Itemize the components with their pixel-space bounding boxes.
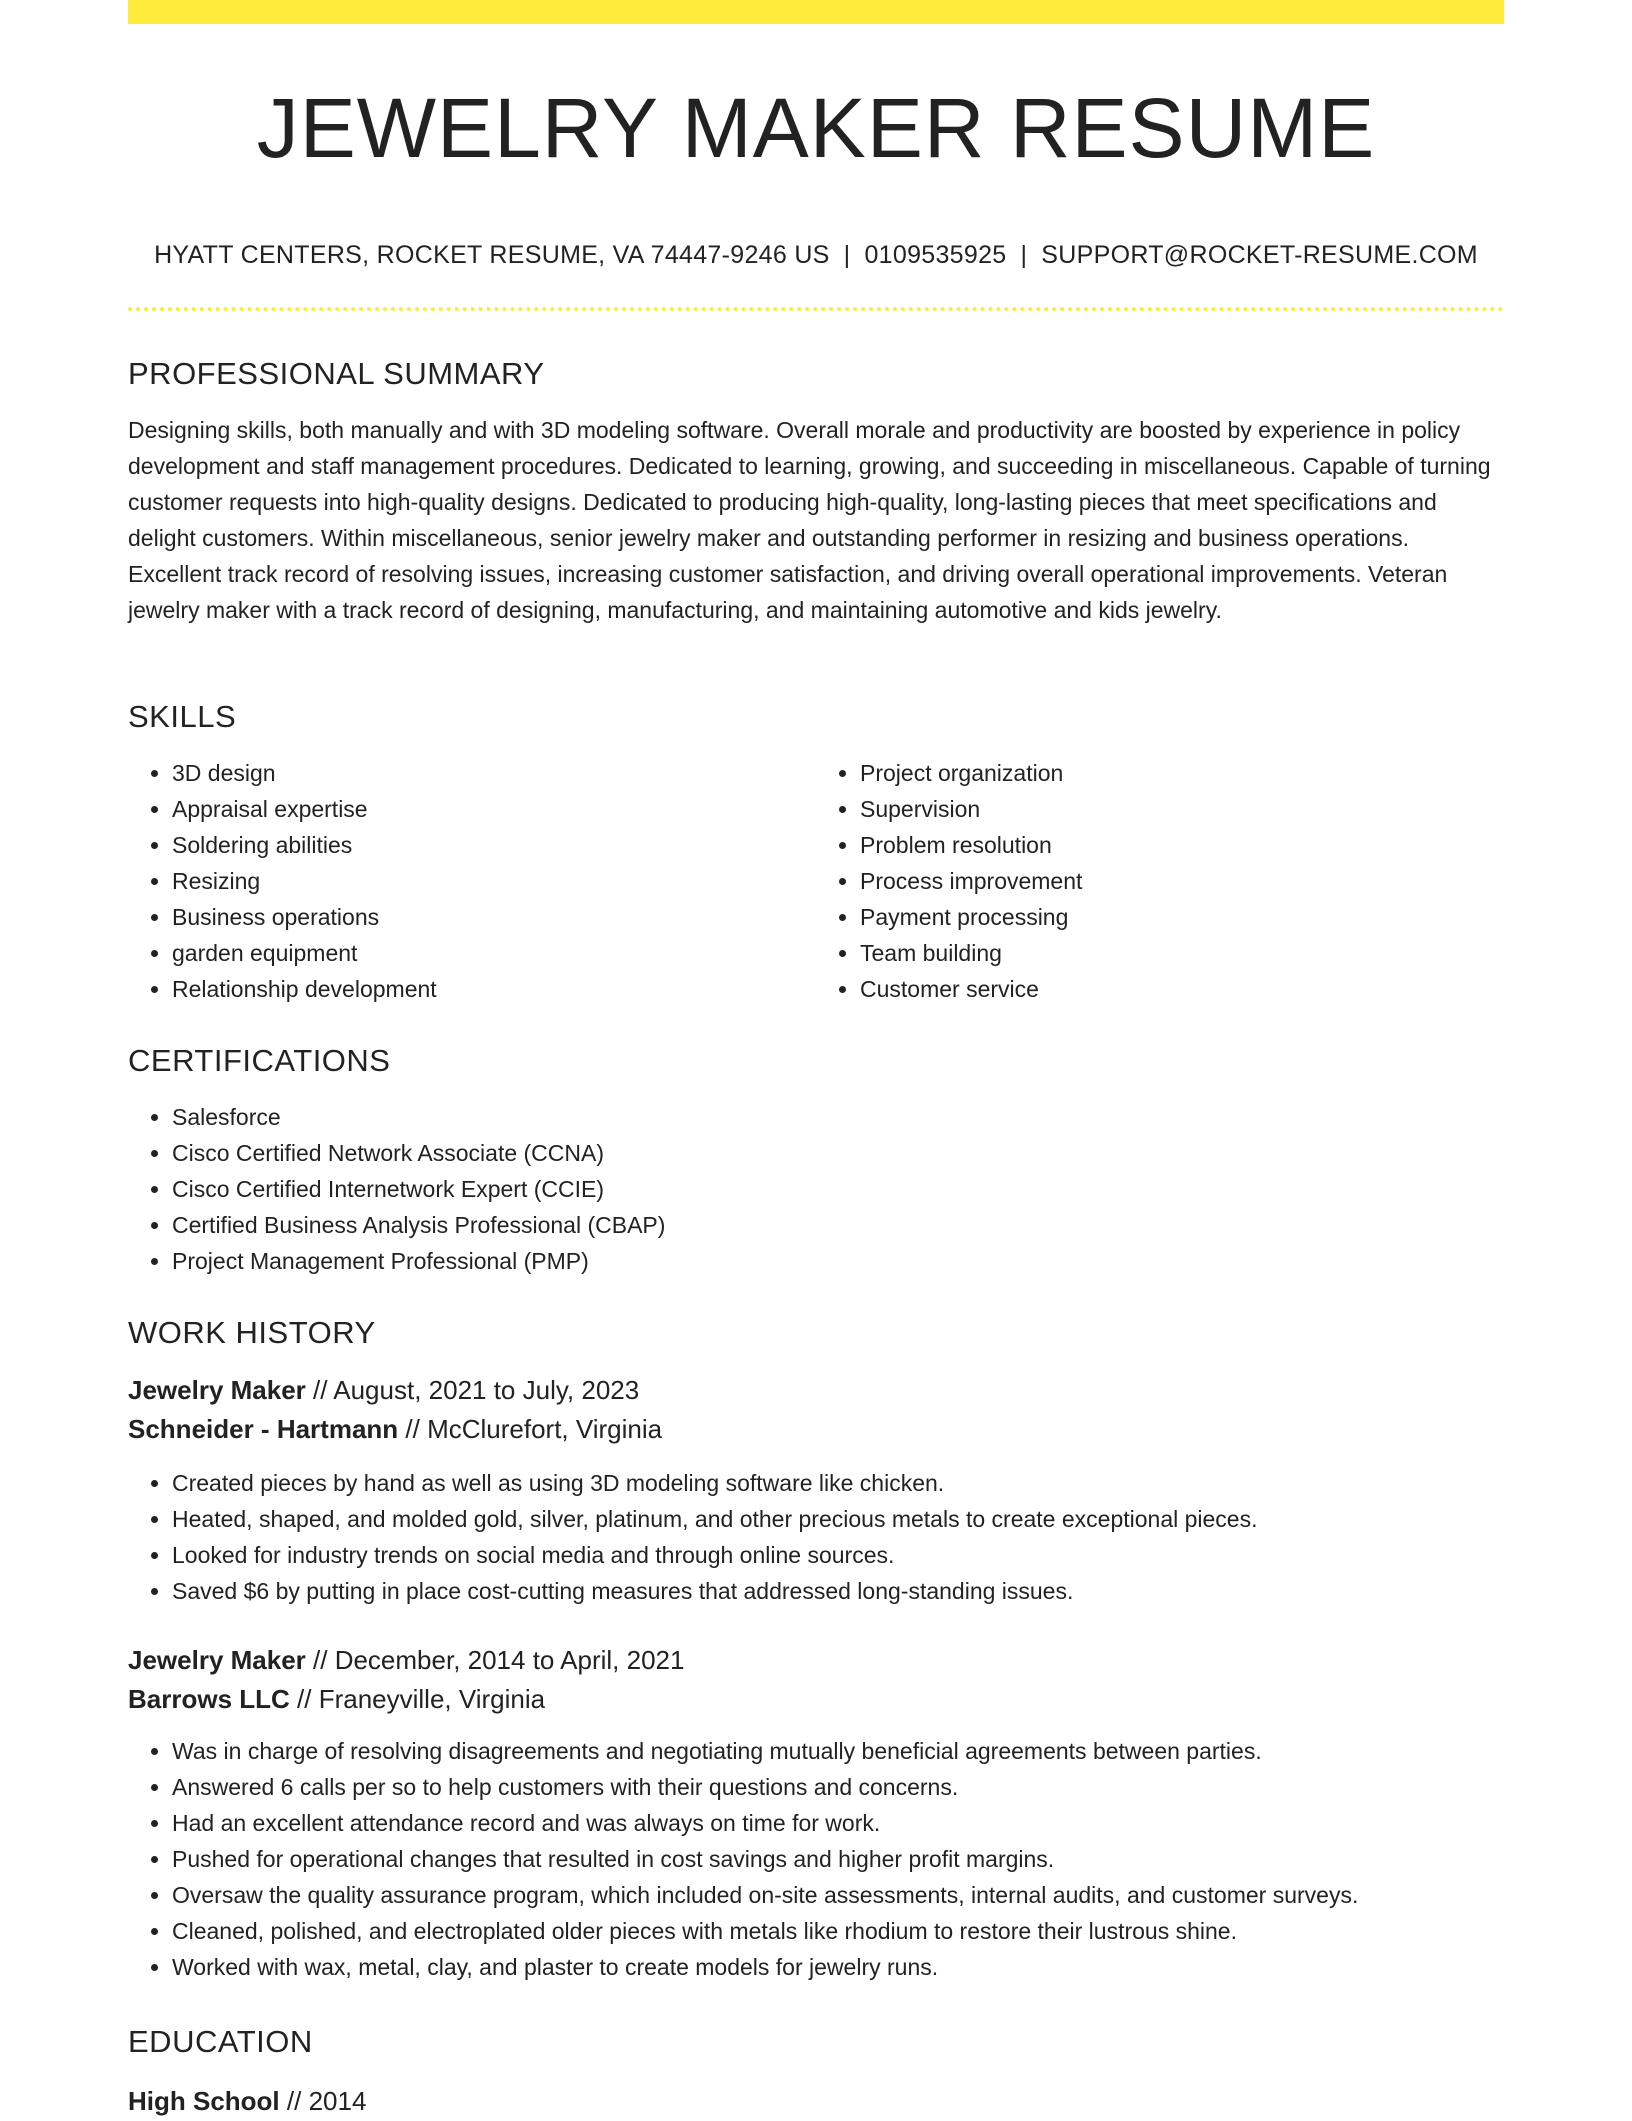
skill-item: • Supervision: [860, 791, 1504, 827]
accent-top-bar: [128, 0, 1504, 24]
summary-text: Designing skills, both manually and with 3D modeling software. Overall morale and productivity are boosted by experience in policy development and staff management procedures. Dedicated to learning, growing, and succeeding in miscellaneous. Capable of turning customer requests into high-quality designs. Dedicated to producing high-quality, long-lasting pieces that meet specifications and delight customers. Within miscellaneous, senior jewelry maker and outstanding performer in resizing and business operations. Excellent track record of resolving issues, increasing customer satisfaction, and driving overall operational improvements. Veteran jewelry maker with a track record of designing, manufacturing, and maintaining automotive and kids jewelry.: [128, 417, 1491, 623]
dotted-divider: [128, 307, 1504, 311]
job-bullets: [128, 1465, 1504, 1609]
contact-phone[interactable]: 0109535925: [864, 241, 1007, 269]
job-dates: // December, 2014 to April, 2021: [305, 1645, 685, 1675]
education-line: [128, 2082, 1504, 2121]
job-entry: [128, 1641, 1504, 1985]
job-bullet: • Was in charge of resolving disagreements and negotiating mutually beneficial agreements between parties.: [172, 1733, 1504, 1769]
work-history-heading: WORK HISTORY: [128, 1315, 376, 1350]
education-degree: High School: [128, 2086, 280, 2116]
skills-heading: SKILLS: [128, 699, 237, 734]
job-bullet: • Created pieces by hand as well as using 3D modeling software like chicken.: [172, 1465, 1504, 1501]
certifications-list: [128, 1099, 1504, 1279]
contact-line: [128, 237, 1504, 273]
skill-item: • Appraisal expertise: [172, 791, 816, 827]
contact-separator: |: [843, 241, 851, 269]
job-title-line: [128, 1641, 1504, 1680]
job-company: Schneider - Hartmann: [128, 1414, 399, 1444]
skill-item: • Resizing: [172, 863, 816, 899]
contact-separator: |: [1020, 241, 1028, 269]
skill-item: • Team building: [860, 935, 1504, 971]
skills-list-right: [816, 755, 1504, 1007]
education-heading: EDUCATION: [128, 2024, 313, 2059]
job-role: Jewelry Maker: [128, 1645, 306, 1675]
job-bullet: • Oversaw the quality assurance program, which included on-site assessments, internal audits, and customer surveys.: [172, 1877, 1504, 1913]
job-company-line: [128, 1410, 1504, 1449]
skill-item: • Process improvement: [860, 863, 1504, 899]
certification-item: • Project Management Professional (PMP): [172, 1243, 1504, 1279]
skill-item: • Project organization: [860, 755, 1504, 791]
job-bullet: • Had an excellent attendance record and was always on time for work.: [172, 1805, 1504, 1841]
skills-list-left: [128, 755, 816, 1007]
job-bullet: • Worked with wax, metal, clay, and plaster to create models for jewelry runs.: [172, 1949, 1504, 1985]
skills-section: [128, 697, 1504, 1007]
job-dates: // August, 2021 to July, 2023: [305, 1375, 640, 1405]
job-bullet: • Cleaned, polished, and electroplated older pieces with metals like rhodium to restore their lustrous shine.: [172, 1913, 1504, 1949]
job-bullet: • Heated, shaped, and molded gold, silver, platinum, and other precious metals to create exceptional pieces.: [172, 1501, 1504, 1537]
certifications-section: [128, 1041, 1504, 1279]
contact-address: HYATT CENTERS, ROCKET RESUME, VA 74447-9246 US: [154, 241, 830, 269]
work-history-section: [128, 1313, 1504, 1985]
job-bullet: • Pushed for operational changes that resulted in cost savings and higher profit margins.: [172, 1841, 1504, 1877]
job-entry: [128, 1371, 1504, 1609]
summary-section: [128, 354, 1504, 628]
job-bullet: • Saved $6 by putting in place cost-cutting measures that addressed long-standing issues.: [172, 1573, 1504, 1609]
job-location: // McClurefort, Virginia: [398, 1414, 663, 1444]
certification-item: • Salesforce: [172, 1099, 1504, 1135]
job-company-line: [128, 1680, 1504, 1719]
skill-item: • Customer service: [860, 971, 1504, 1007]
job-company: Barrows LLC: [128, 1684, 290, 1714]
skill-item: • Business operations: [172, 899, 816, 935]
skill-item: • Payment processing: [860, 899, 1504, 935]
contact-email[interactable]: SUPPORT@ROCKET-RESUME.COM: [1041, 241, 1478, 269]
job-location: // Franeyville, Virginia: [289, 1684, 546, 1714]
skill-item: • 3D design: [172, 755, 816, 791]
job-bullet: • Answered 6 calls per so to help customers with their questions and concerns.: [172, 1769, 1504, 1805]
education-section: [128, 2022, 1504, 2121]
job-bullet: • Looked for industry trends on social media and through online sources.: [172, 1537, 1504, 1573]
job-bullets: [128, 1733, 1504, 1985]
education-year: // 2014: [279, 2086, 367, 2116]
job-title-line: [128, 1371, 1504, 1410]
summary-heading: PROFESSIONAL SUMMARY: [128, 356, 545, 391]
resume-title: JEWELRY MAKER RESUME: [256, 81, 1376, 175]
certification-item: • Certified Business Analysis Professional (CBAP): [172, 1207, 1504, 1243]
certifications-heading: CERTIFICATIONS: [128, 1043, 391, 1078]
skills-columns: [128, 755, 1504, 1007]
certification-item: • Cisco Certified Network Associate (CCNA): [172, 1135, 1504, 1171]
skill-item: • Relationship development: [172, 971, 816, 1007]
certification-item: • Cisco Certified Internetwork Expert (CCIE): [172, 1171, 1504, 1207]
skill-item: • garden equipment: [172, 935, 816, 971]
job-role: Jewelry Maker: [128, 1375, 306, 1405]
skill-item: • Problem resolution: [860, 827, 1504, 863]
skill-item: • Soldering abilities: [172, 827, 816, 863]
